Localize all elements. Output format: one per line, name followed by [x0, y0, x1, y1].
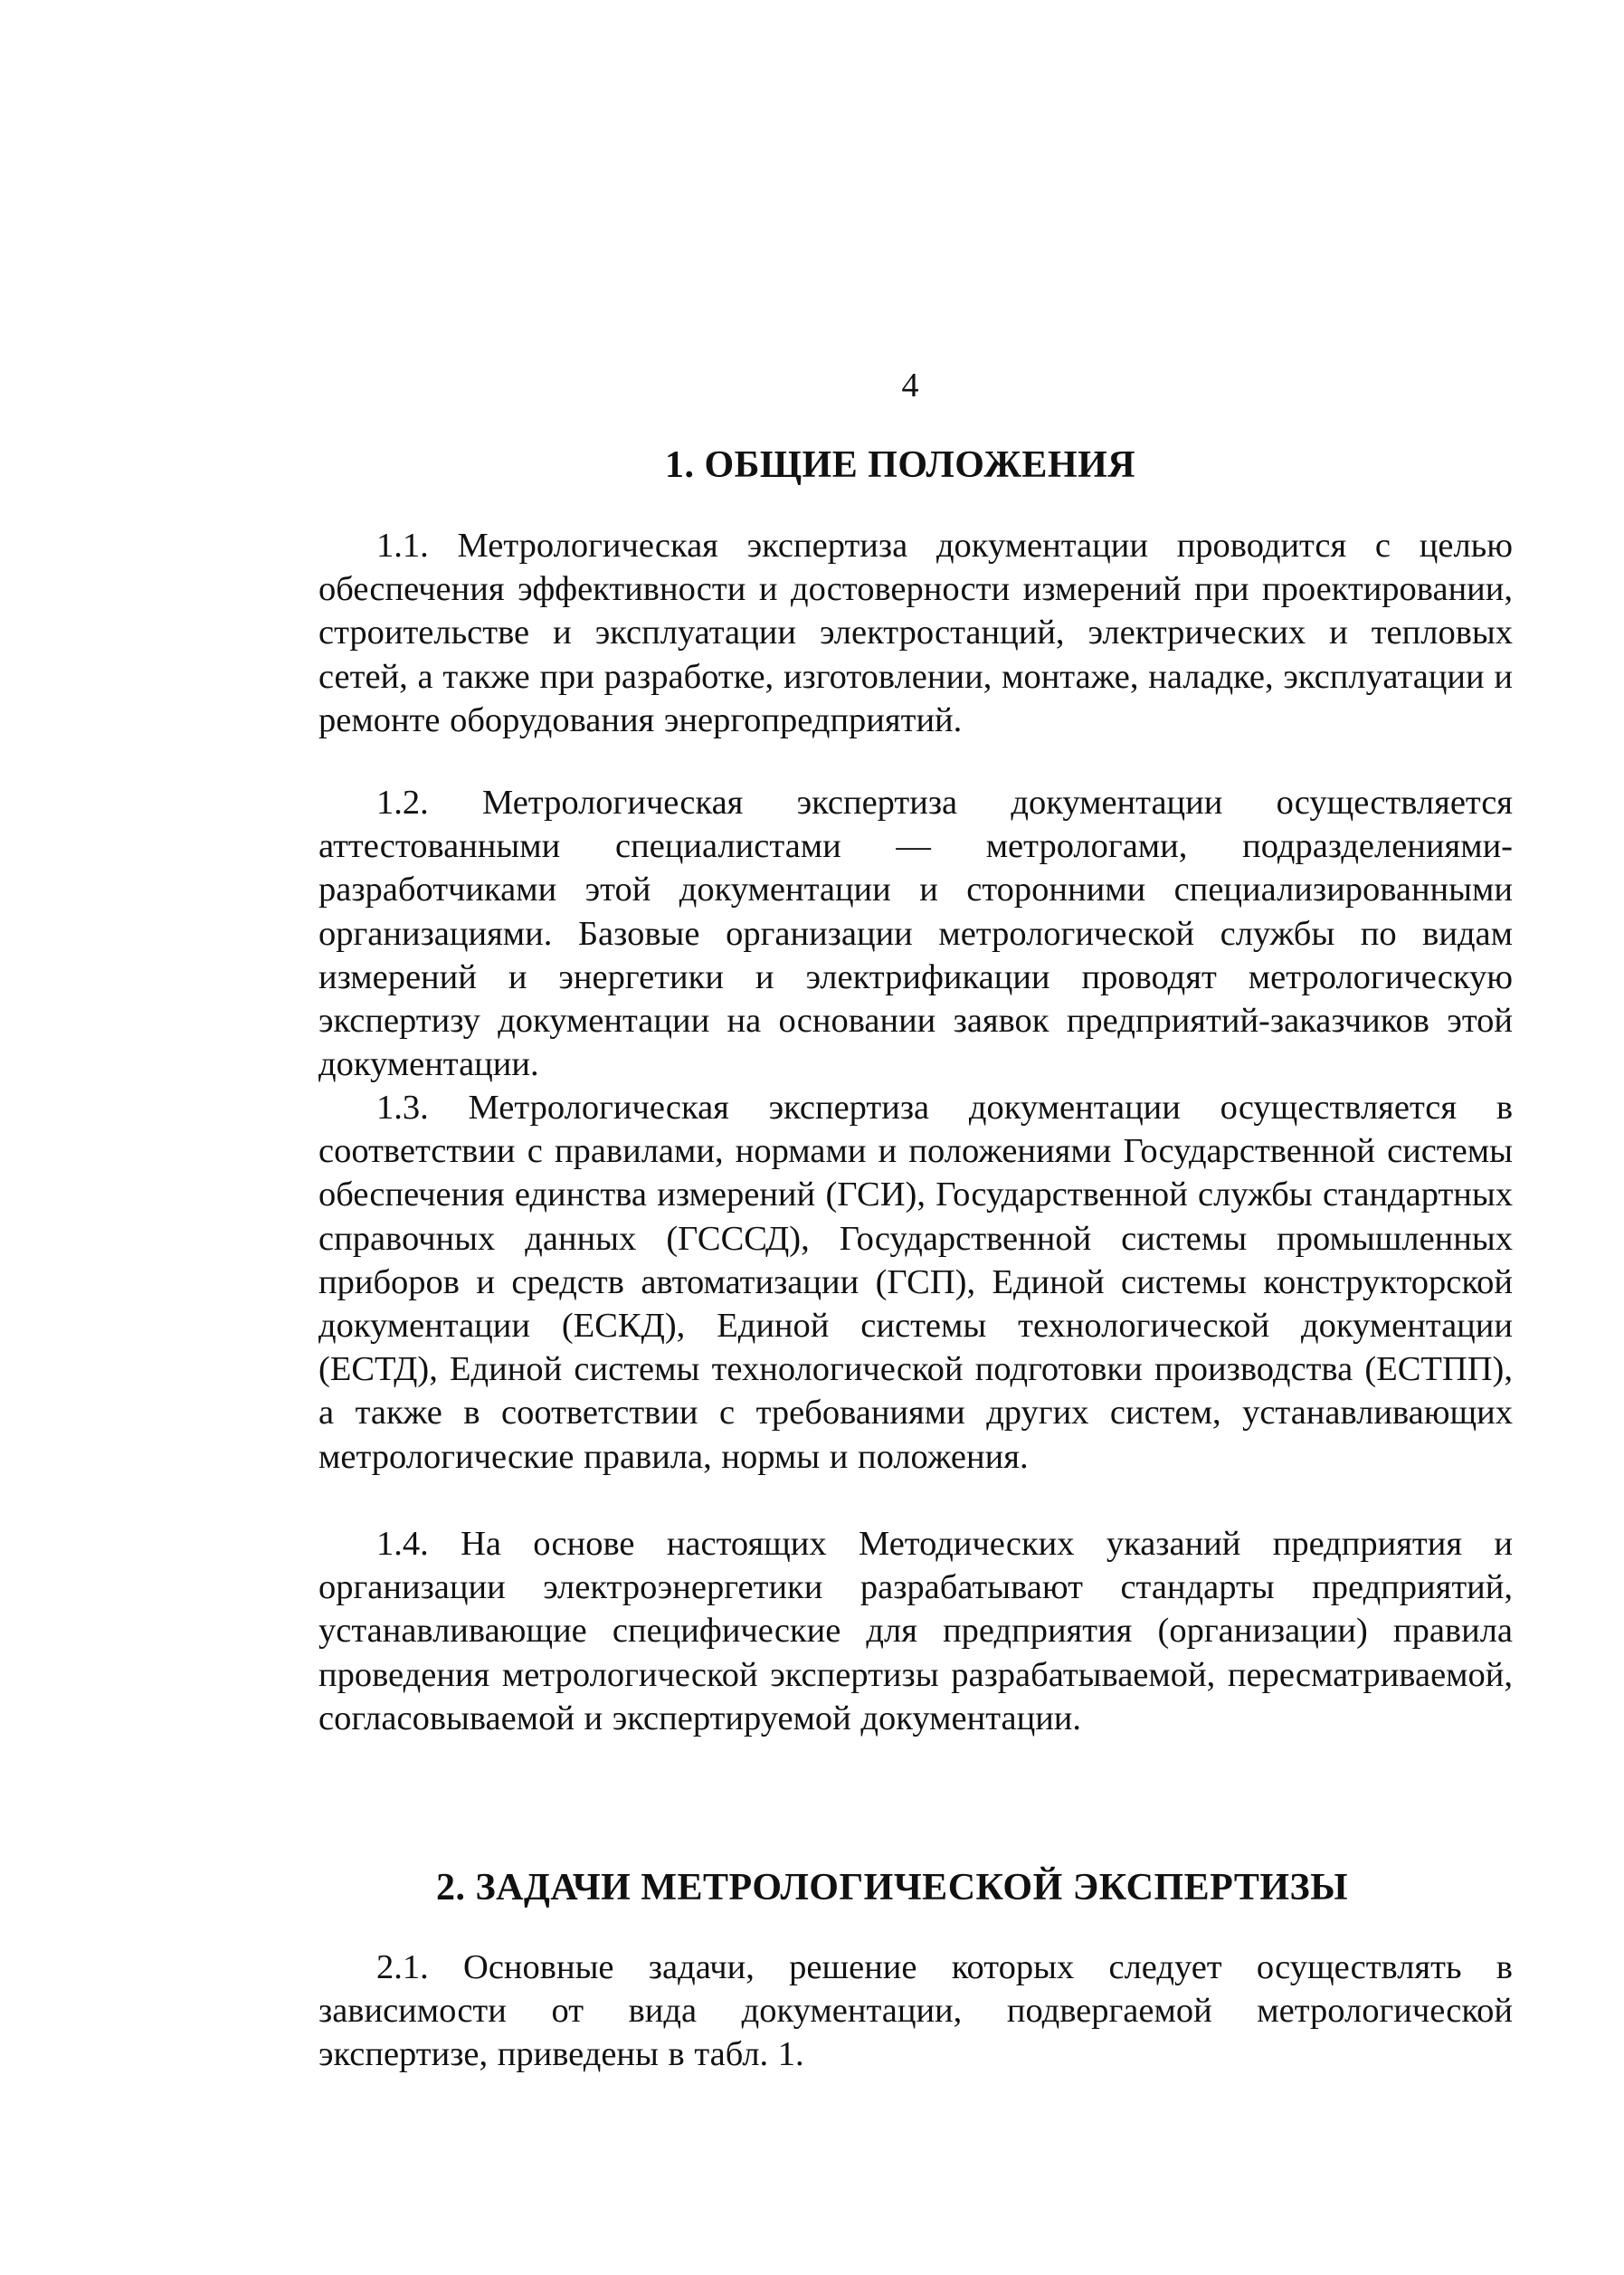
section-2-heading: 2. ЗАДАЧИ МЕТРОЛОГИЧЕСКОЙ ЭКСПЕРТИЗЫ [436, 1867, 1348, 1909]
paragraph-1-2: 1.2. Метрологическая экспертиза документации осуществляется аттестованными специалистами — метрологами, подразделениями-разработчиками этой документации и сторонними специализированными организациями. Базовые организации метрологической службы по видам измерений и энергетики и электрификации проводят метрологическую экспертизу документации на основании заявок предприятий-заказчиков этой документации. [318, 784, 1513, 1084]
paragraph-2-1: 2.1. Основные задачи, решение которых следует осуществлять в зависимости от вида документации, подвергаемой метрологической экспертизе, приведены в табл. 1. [318, 1948, 1513, 2074]
paragraph-1-1: 1.1. Метрологическая экспертиза документации проводится с целью обеспечения эффективности и достоверности измерений при проектировании, строительстве и эксплуатации электростанций, электрических и тепловых сетей, а также при разработке, изготовлении, монтаже, наладке, эксплуатации и ремонте оборудования энергопредприятий. [318, 527, 1513, 739]
page-number: 4 [901, 366, 919, 405]
paragraph-1-3: 1.3. Метрологическая экспертиза документации осуществляется в соответствии с правилами, нормами и положениями Государственной системы обеспечения единства измерений (ГСИ), Государственной службы стандартных справочных данных (ГСССД), Государственной системы промышленных приборов и средств автоматизации (ГСП), Единой системы конструкторской документации (ЕСКД), Единой системы технологической документации (ЕСТД), Единой системы технологической подготовки производства (ЕСТПП), а также в соответствии с требованиями других систем, устанавливающих метрологические правила, нормы и положения. [318, 1089, 1513, 1476]
paragraph-1-4: 1.4. На основе настоящих Методических указаний предприятия и организации электроэнергетики разрабатывают стандарты предприятий, устанавливающие специфические для предприятия (организации) правила проведения метрологической экспертизы разрабатываемой, пересматриваемой, согласовываемой и экспертируемой документации. [318, 1525, 1513, 1737]
section-1-heading: 1. ОБЩИЕ ПОЛОЖЕНИЯ [665, 444, 1136, 486]
